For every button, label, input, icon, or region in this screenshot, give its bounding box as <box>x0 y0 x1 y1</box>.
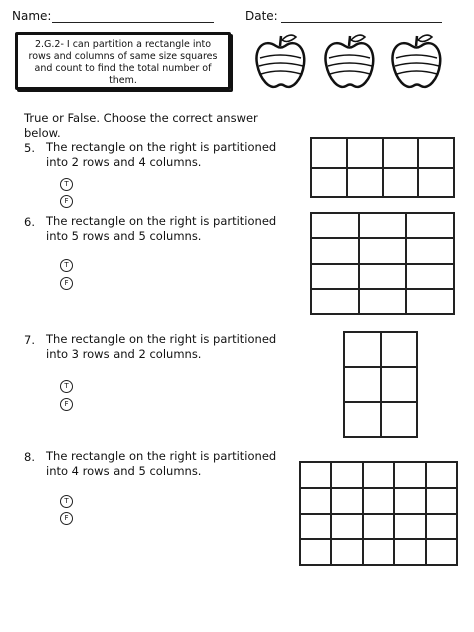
grid-cell <box>344 367 381 402</box>
grid-cell <box>383 168 419 198</box>
question-7-true-option[interactable]: T <box>60 380 73 393</box>
question-5-true-option[interactable]: T <box>60 178 73 191</box>
question-6-line1: The rectangle on the right is partitioned <box>46 214 277 228</box>
grid-cell <box>394 488 425 514</box>
grid-cell <box>406 238 454 263</box>
question-8-number: 8. <box>24 450 35 464</box>
question-8-false-option[interactable]: F <box>60 512 73 525</box>
question-6-number: 6. <box>24 215 35 229</box>
grid-cell <box>363 462 394 488</box>
grid-cell <box>311 238 359 263</box>
apple-decoration <box>254 32 454 92</box>
grid-cell <box>426 514 457 540</box>
grid-cell <box>300 488 331 514</box>
grid-cell <box>406 264 454 289</box>
grid-cell <box>394 539 425 565</box>
apple-icon <box>392 35 440 87</box>
grid-cell <box>300 462 331 488</box>
grid-cell <box>418 138 454 168</box>
grid-cell <box>363 514 394 540</box>
grid-cell <box>344 402 381 437</box>
question-8-true-option[interactable]: T <box>60 495 73 508</box>
grid-cell <box>311 168 347 198</box>
grid-cell <box>394 514 425 540</box>
grid-cell <box>331 462 362 488</box>
grid-cell <box>406 289 454 314</box>
grid-cell <box>363 488 394 514</box>
grid-cell <box>418 168 454 198</box>
objective-text: 2.G.2- I can partition a rectangle into rows and columns of same size squares and count to find the total number of them. <box>28 39 218 86</box>
question-8-line2: into 4 rows and 5 columns. <box>46 464 202 478</box>
objective-box <box>15 32 231 90</box>
question-7-number: 7. <box>24 333 35 347</box>
apple-icon <box>325 35 373 87</box>
grid-cell <box>426 488 457 514</box>
grid-cell <box>359 213 407 238</box>
grid-cell <box>300 514 331 540</box>
grid-cell <box>347 168 383 198</box>
instructions: True or False. Choose the correct answer below. <box>24 111 258 140</box>
grid-cell <box>394 462 425 488</box>
name-label: Name: <box>12 9 52 23</box>
question-7-line1: The rectangle on the right is partitioned <box>46 332 277 346</box>
grid-cell <box>347 138 383 168</box>
question-8-line1: The rectangle on the right is partitioned <box>46 449 277 463</box>
question-5-false-option[interactable]: F <box>60 195 73 208</box>
grid-cell <box>381 402 418 437</box>
grid-cell <box>311 213 359 238</box>
grid-cell <box>311 264 359 289</box>
question-5-number: 5. <box>24 141 35 155</box>
question-5-grid <box>310 137 455 198</box>
question-7-grid <box>343 331 418 438</box>
question-8-grid <box>299 461 458 566</box>
grid-cell <box>406 213 454 238</box>
grid-cell <box>331 539 362 565</box>
date-line[interactable] <box>281 22 442 23</box>
name-line[interactable] <box>52 22 214 23</box>
question-6-true-option[interactable]: T <box>60 259 73 272</box>
grid-cell <box>426 539 457 565</box>
grid-cell <box>426 462 457 488</box>
grid-cell <box>311 138 347 168</box>
question-5-line2: into 2 rows and 4 columns. <box>46 155 202 169</box>
grid-cell <box>359 289 407 314</box>
grid-cell <box>311 289 359 314</box>
grid-cell <box>359 238 407 263</box>
grid-cell <box>331 488 362 514</box>
grid-cell <box>344 332 381 367</box>
grid-cell <box>381 367 418 402</box>
grid-cell <box>300 539 331 565</box>
question-7-line2: into 3 rows and 2 columns. <box>46 347 202 361</box>
grid-cell <box>363 539 394 565</box>
grid-cell <box>331 514 362 540</box>
question-7-false-option[interactable]: F <box>60 398 73 411</box>
question-6-line2: into 5 rows and 5 columns. <box>46 229 202 243</box>
question-6-grid <box>310 212 455 315</box>
question-5-line1: The rectangle on the right is partitioned <box>46 140 277 154</box>
grid-cell <box>383 138 419 168</box>
date-label: Date: <box>245 9 278 23</box>
grid-cell <box>381 332 418 367</box>
apple-icon <box>256 35 304 87</box>
grid-cell <box>359 264 407 289</box>
question-6-false-option[interactable]: F <box>60 277 73 290</box>
